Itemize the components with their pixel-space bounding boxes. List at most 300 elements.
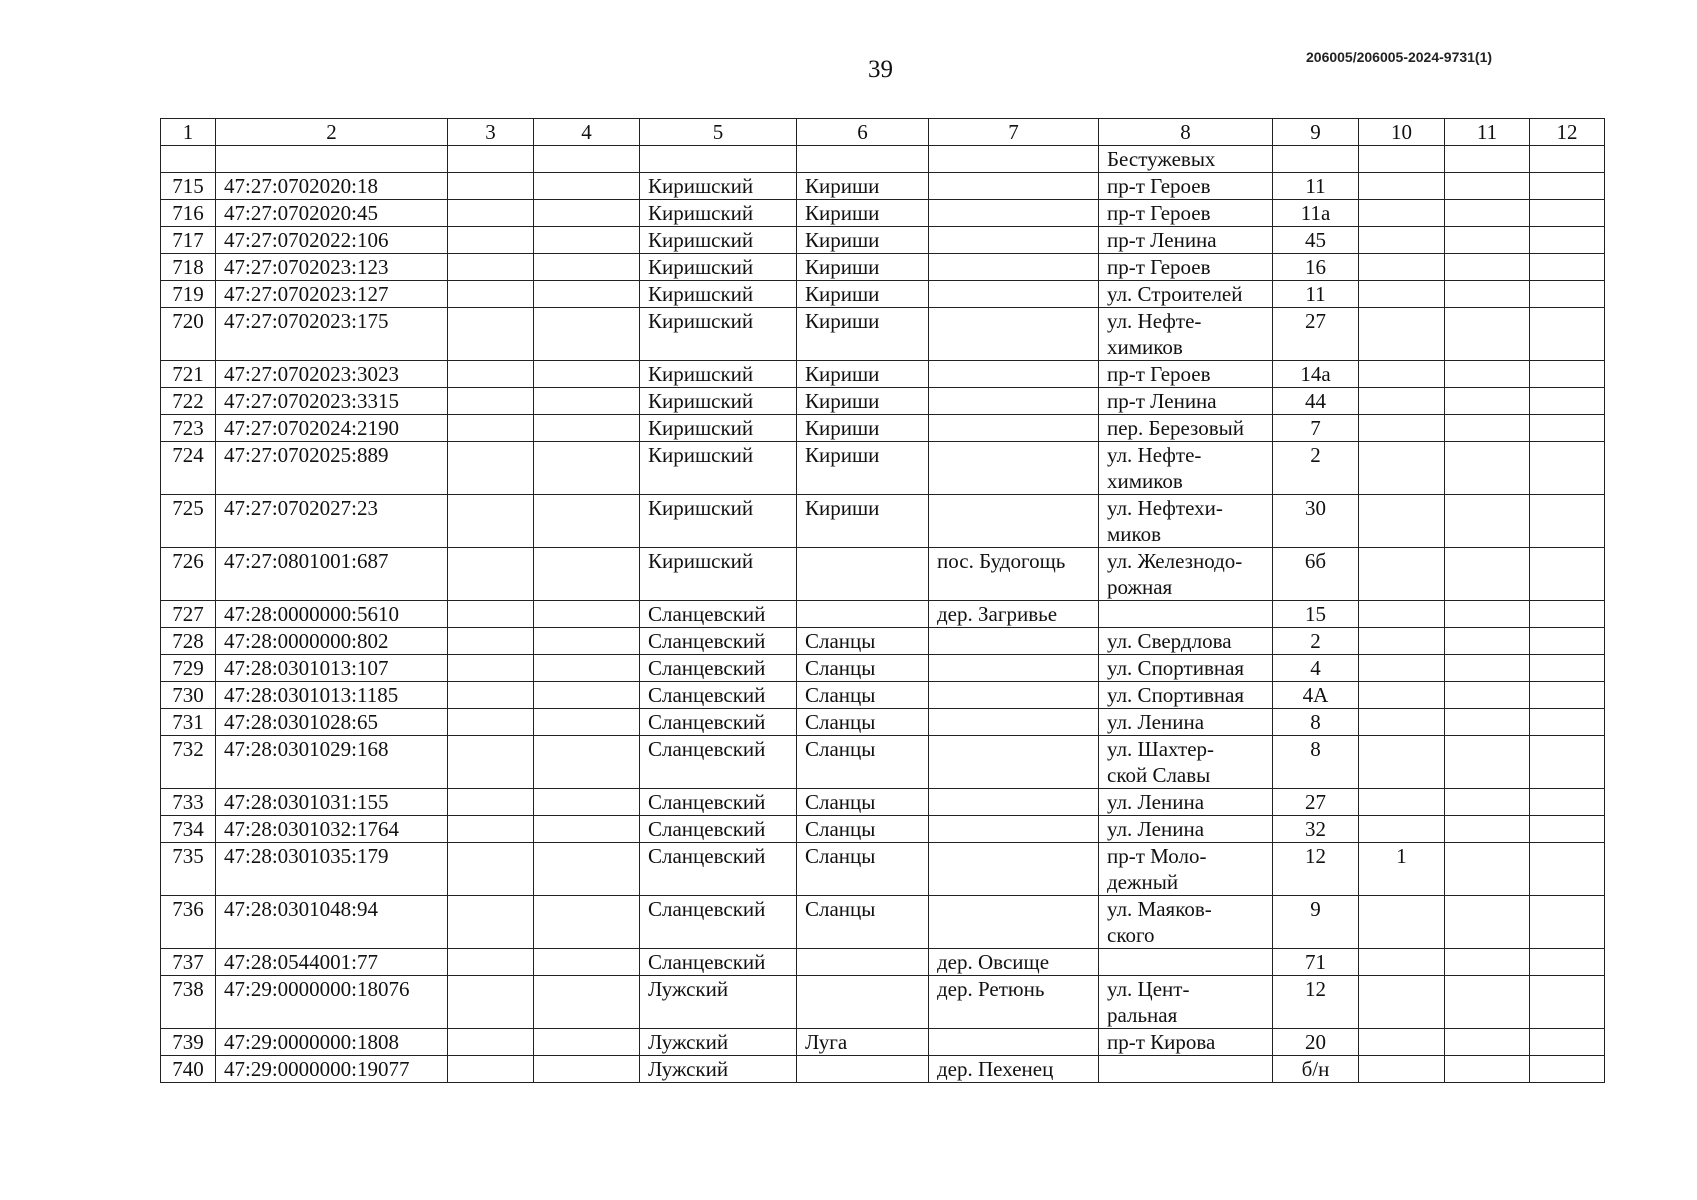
district-cell: Киришский bbox=[640, 442, 797, 495]
house-number-cell: 12 bbox=[1273, 843, 1359, 896]
district-cell: Киришский bbox=[640, 227, 797, 254]
column-3-cell bbox=[448, 1029, 534, 1056]
column-12-cell bbox=[1530, 415, 1605, 442]
column-3-cell bbox=[448, 442, 534, 495]
city-cell: Кириши bbox=[797, 361, 929, 388]
settlement-cell bbox=[929, 736, 1099, 789]
street-cell: пр-т Героев bbox=[1099, 361, 1273, 388]
column-12-cell bbox=[1530, 227, 1605, 254]
city-cell: Сланцы bbox=[797, 816, 929, 843]
district-cell: Киришский bbox=[640, 415, 797, 442]
settlement-cell bbox=[929, 789, 1099, 816]
house-number-cell: 27 bbox=[1273, 308, 1359, 361]
column-header: 10 bbox=[1359, 119, 1445, 146]
district-cell: Киришский bbox=[640, 495, 797, 548]
column-10-cell bbox=[1359, 1029, 1445, 1056]
column-3-cell bbox=[448, 655, 534, 682]
cadastral-number-cell: 47:28:0000000:802 bbox=[216, 628, 448, 655]
settlement-cell bbox=[929, 655, 1099, 682]
column-3-cell bbox=[448, 628, 534, 655]
column-4-cell bbox=[534, 843, 640, 896]
column-3-cell bbox=[448, 736, 534, 789]
column-11-cell bbox=[1445, 361, 1530, 388]
column-11-cell bbox=[1445, 308, 1530, 361]
column-12-cell bbox=[1530, 254, 1605, 281]
row-number-cell: 727 bbox=[161, 601, 216, 628]
column-11-cell bbox=[1445, 146, 1530, 173]
column-4-cell bbox=[534, 896, 640, 949]
column-10-cell bbox=[1359, 254, 1445, 281]
column-header: 3 bbox=[448, 119, 534, 146]
column-3-cell bbox=[448, 843, 534, 896]
street-cell: пр-т Ленина bbox=[1099, 388, 1273, 415]
house-number-cell: 12 bbox=[1273, 976, 1359, 1029]
column-3-cell bbox=[448, 601, 534, 628]
street-cell: пр-т Моло- дежный bbox=[1099, 843, 1273, 896]
column-4-cell bbox=[534, 442, 640, 495]
street-cell bbox=[1099, 601, 1273, 628]
cadastral-number-cell: 47:29:0000000:1808 bbox=[216, 1029, 448, 1056]
street-cell: пр-т Ленина bbox=[1099, 227, 1273, 254]
column-3-cell bbox=[448, 949, 534, 976]
district-cell: Киришский bbox=[640, 281, 797, 308]
table-row bbox=[161, 816, 1605, 843]
page-number: 39 bbox=[868, 56, 893, 83]
street-cell: пр-т Героев bbox=[1099, 173, 1273, 200]
column-12-cell bbox=[1530, 200, 1605, 227]
column-10-cell bbox=[1359, 976, 1445, 1029]
table-row bbox=[161, 415, 1605, 442]
district-cell: Киришский bbox=[640, 388, 797, 415]
column-12-cell bbox=[1530, 1029, 1605, 1056]
settlement-cell bbox=[929, 816, 1099, 843]
settlement-cell bbox=[929, 227, 1099, 254]
house-number-cell: 11а bbox=[1273, 200, 1359, 227]
column-11-cell bbox=[1445, 949, 1530, 976]
cadastral-number-cell: 47:27:0702027:23 bbox=[216, 495, 448, 548]
district-cell: Киришский bbox=[640, 173, 797, 200]
table-row bbox=[161, 281, 1605, 308]
table-row bbox=[161, 308, 1605, 361]
column-11-cell bbox=[1445, 415, 1530, 442]
district-cell: Сланцевский bbox=[640, 628, 797, 655]
table-row bbox=[161, 976, 1605, 1029]
street-cell: Бестужевых bbox=[1099, 146, 1273, 173]
table-row bbox=[161, 227, 1605, 254]
table-row bbox=[161, 146, 1605, 173]
city-cell bbox=[797, 949, 929, 976]
settlement-cell bbox=[929, 682, 1099, 709]
house-number-cell: 16 bbox=[1273, 254, 1359, 281]
column-12-cell bbox=[1530, 843, 1605, 896]
table-row bbox=[161, 200, 1605, 227]
column-11-cell bbox=[1445, 442, 1530, 495]
column-3-cell bbox=[448, 254, 534, 281]
district-cell: Киришский bbox=[640, 200, 797, 227]
row-number-cell: 721 bbox=[161, 361, 216, 388]
column-header: 4 bbox=[534, 119, 640, 146]
column-12-cell bbox=[1530, 173, 1605, 200]
column-12-cell bbox=[1530, 709, 1605, 736]
column-12-cell bbox=[1530, 736, 1605, 789]
city-cell: Сланцы bbox=[797, 709, 929, 736]
column-12-cell bbox=[1530, 146, 1605, 173]
column-12-cell bbox=[1530, 308, 1605, 361]
column-10-cell bbox=[1359, 736, 1445, 789]
column-10-cell bbox=[1359, 281, 1445, 308]
settlement-cell: пос. Будогощь bbox=[929, 548, 1099, 601]
house-number-cell: 8 bbox=[1273, 736, 1359, 789]
table-row bbox=[161, 1029, 1605, 1056]
column-11-cell bbox=[1445, 548, 1530, 601]
row-number-cell: 726 bbox=[161, 548, 216, 601]
column-header: 7 bbox=[929, 119, 1099, 146]
street-cell bbox=[1099, 949, 1273, 976]
column-3-cell bbox=[448, 308, 534, 361]
cadastral-number-cell: 47:29:0000000:18076 bbox=[216, 976, 448, 1029]
column-4-cell bbox=[534, 254, 640, 281]
district-cell: Киришский bbox=[640, 308, 797, 361]
cadastral-number-cell bbox=[216, 146, 448, 173]
city-cell: Кириши bbox=[797, 388, 929, 415]
cadastral-number-cell: 47:28:0544001:77 bbox=[216, 949, 448, 976]
district-cell: Сланцевский bbox=[640, 789, 797, 816]
house-number-cell bbox=[1273, 146, 1359, 173]
row-number-cell: 739 bbox=[161, 1029, 216, 1056]
cadastral-number-cell: 47:29:0000000:19077 bbox=[216, 1056, 448, 1083]
cadastral-number-cell: 47:27:0702023:127 bbox=[216, 281, 448, 308]
row-number-cell: 722 bbox=[161, 388, 216, 415]
house-number-cell: 30 bbox=[1273, 495, 1359, 548]
settlement-cell: дер. Овсище bbox=[929, 949, 1099, 976]
row-number-cell: 725 bbox=[161, 495, 216, 548]
row-number-cell: 738 bbox=[161, 976, 216, 1029]
cadastral-number-cell: 47:28:0301013:1185 bbox=[216, 682, 448, 709]
cadastral-number-cell: 47:27:0702022:106 bbox=[216, 227, 448, 254]
settlement-cell bbox=[929, 495, 1099, 548]
district-cell: Киришский bbox=[640, 548, 797, 601]
settlement-cell bbox=[929, 146, 1099, 173]
cadastral-number-cell: 47:27:0702020:45 bbox=[216, 200, 448, 227]
column-12-cell bbox=[1530, 682, 1605, 709]
column-10-cell bbox=[1359, 682, 1445, 709]
column-4-cell bbox=[534, 1029, 640, 1056]
table-row bbox=[161, 548, 1605, 601]
column-3-cell bbox=[448, 896, 534, 949]
column-11-cell bbox=[1445, 200, 1530, 227]
column-4-cell bbox=[534, 548, 640, 601]
column-3-cell bbox=[448, 1056, 534, 1083]
row-number-cell: 723 bbox=[161, 415, 216, 442]
column-3-cell bbox=[448, 682, 534, 709]
settlement-cell bbox=[929, 388, 1099, 415]
street-cell: ул. Спортивная bbox=[1099, 682, 1273, 709]
column-10-cell bbox=[1359, 173, 1445, 200]
column-10-cell bbox=[1359, 442, 1445, 495]
settlement-cell bbox=[929, 200, 1099, 227]
table-row bbox=[161, 173, 1605, 200]
column-12-cell bbox=[1530, 816, 1605, 843]
column-3-cell bbox=[448, 200, 534, 227]
column-12-cell bbox=[1530, 1056, 1605, 1083]
house-number-cell: 14а bbox=[1273, 361, 1359, 388]
column-3-cell bbox=[448, 548, 534, 601]
column-11-cell bbox=[1445, 281, 1530, 308]
house-number-cell: 8 bbox=[1273, 709, 1359, 736]
column-3-cell bbox=[448, 173, 534, 200]
column-12-cell bbox=[1530, 548, 1605, 601]
row-number-cell: 718 bbox=[161, 254, 216, 281]
cadastral-number-cell: 47:27:0702025:889 bbox=[216, 442, 448, 495]
cadastral-number-cell: 47:27:0702020:18 bbox=[216, 173, 448, 200]
row-number-cell: 715 bbox=[161, 173, 216, 200]
column-4-cell bbox=[534, 709, 640, 736]
table-body bbox=[161, 146, 1605, 1083]
street-cell: ул. Шахтер- ской Славы bbox=[1099, 736, 1273, 789]
column-10-cell bbox=[1359, 388, 1445, 415]
column-3-cell bbox=[448, 495, 534, 548]
column-3-cell bbox=[448, 709, 534, 736]
cadastral-number-cell: 47:27:0702023:3023 bbox=[216, 361, 448, 388]
column-10-cell bbox=[1359, 655, 1445, 682]
table-row bbox=[161, 843, 1605, 896]
table-row bbox=[161, 628, 1605, 655]
column-12-cell bbox=[1530, 976, 1605, 1029]
column-12-cell bbox=[1530, 789, 1605, 816]
row-number-cell: 731 bbox=[161, 709, 216, 736]
row-number-cell: 733 bbox=[161, 789, 216, 816]
column-3-cell bbox=[448, 976, 534, 1029]
street-cell: пр-т Кирова bbox=[1099, 1029, 1273, 1056]
table-row bbox=[161, 495, 1605, 548]
street-cell: ул. Цент- ральная bbox=[1099, 976, 1273, 1029]
column-10-cell bbox=[1359, 361, 1445, 388]
district-cell: Лужский bbox=[640, 1056, 797, 1083]
house-number-cell: 71 bbox=[1273, 949, 1359, 976]
street-cell: ул. Нефте- химиков bbox=[1099, 308, 1273, 361]
column-10-cell bbox=[1359, 548, 1445, 601]
street-cell: ул. Свердлова bbox=[1099, 628, 1273, 655]
row-number-cell: 734 bbox=[161, 816, 216, 843]
city-cell: Сланцы bbox=[797, 843, 929, 896]
row-number-cell: 735 bbox=[161, 843, 216, 896]
column-10-cell bbox=[1359, 949, 1445, 976]
street-cell: ул. Спортивная bbox=[1099, 655, 1273, 682]
column-4-cell bbox=[534, 1056, 640, 1083]
street-cell: ул. Нефте- химиков bbox=[1099, 442, 1273, 495]
district-cell: Лужский bbox=[640, 976, 797, 1029]
street-cell: пр-т Героев bbox=[1099, 254, 1273, 281]
column-12-cell bbox=[1530, 442, 1605, 495]
street-cell: ул. Ленина bbox=[1099, 816, 1273, 843]
column-header: 1 bbox=[161, 119, 216, 146]
house-number-cell: 45 bbox=[1273, 227, 1359, 254]
house-number-cell: 9 bbox=[1273, 896, 1359, 949]
column-header: 5 bbox=[640, 119, 797, 146]
settlement-cell: дер. Ретюнь bbox=[929, 976, 1099, 1029]
city-cell: Кириши bbox=[797, 173, 929, 200]
column-3-cell bbox=[448, 361, 534, 388]
column-header: 8 bbox=[1099, 119, 1273, 146]
settlement-cell bbox=[929, 254, 1099, 281]
column-4-cell bbox=[534, 789, 640, 816]
cadastral-number-cell: 47:28:0301032:1764 bbox=[216, 816, 448, 843]
street-cell: ул. Маяков- ского bbox=[1099, 896, 1273, 949]
table-row bbox=[161, 442, 1605, 495]
column-12-cell bbox=[1530, 896, 1605, 949]
column-4-cell bbox=[534, 227, 640, 254]
column-3-cell bbox=[448, 281, 534, 308]
city-cell bbox=[797, 146, 929, 173]
column-11-cell bbox=[1445, 227, 1530, 254]
column-4-cell bbox=[534, 736, 640, 789]
settlement-cell bbox=[929, 281, 1099, 308]
registry-table bbox=[160, 118, 1605, 1083]
city-cell: Сланцы bbox=[797, 655, 929, 682]
cadastral-number-cell: 47:28:0301035:179 bbox=[216, 843, 448, 896]
table-row bbox=[161, 254, 1605, 281]
column-11-cell bbox=[1445, 789, 1530, 816]
city-cell: Кириши bbox=[797, 415, 929, 442]
city-cell: Кириши bbox=[797, 200, 929, 227]
column-10-cell bbox=[1359, 495, 1445, 548]
column-3-cell bbox=[448, 388, 534, 415]
column-11-cell bbox=[1445, 628, 1530, 655]
column-10-cell bbox=[1359, 200, 1445, 227]
cadastral-number-cell: 47:27:0702024:2190 bbox=[216, 415, 448, 442]
table-row bbox=[161, 949, 1605, 976]
cadastral-number-cell: 47:28:0301031:155 bbox=[216, 789, 448, 816]
district-cell: Сланцевский bbox=[640, 843, 797, 896]
column-4-cell bbox=[534, 976, 640, 1029]
column-11-cell bbox=[1445, 816, 1530, 843]
row-number-cell: 732 bbox=[161, 736, 216, 789]
settlement-cell: дер. Пехенец bbox=[929, 1056, 1099, 1083]
street-cell: ул. Ленина bbox=[1099, 709, 1273, 736]
table-row bbox=[161, 736, 1605, 789]
city-cell: Сланцы bbox=[797, 628, 929, 655]
column-11-cell bbox=[1445, 388, 1530, 415]
column-4-cell bbox=[534, 146, 640, 173]
row-number-cell: 729 bbox=[161, 655, 216, 682]
city-cell: Сланцы bbox=[797, 896, 929, 949]
settlement-cell bbox=[929, 896, 1099, 949]
cadastral-number-cell: 47:27:0702023:3315 bbox=[216, 388, 448, 415]
city-cell: Луга bbox=[797, 1029, 929, 1056]
column-10-cell bbox=[1359, 227, 1445, 254]
district-cell: Сланцевский bbox=[640, 896, 797, 949]
column-header: 6 bbox=[797, 119, 929, 146]
column-10-cell bbox=[1359, 789, 1445, 816]
column-10-cell bbox=[1359, 628, 1445, 655]
column-12-cell bbox=[1530, 628, 1605, 655]
house-number-cell: 11 bbox=[1273, 281, 1359, 308]
column-11-cell bbox=[1445, 655, 1530, 682]
column-3-cell bbox=[448, 789, 534, 816]
table-row bbox=[161, 709, 1605, 736]
row-number-cell: 716 bbox=[161, 200, 216, 227]
column-3-cell bbox=[448, 227, 534, 254]
column-4-cell bbox=[534, 200, 640, 227]
column-header: 12 bbox=[1530, 119, 1605, 146]
column-11-cell bbox=[1445, 1029, 1530, 1056]
column-4-cell bbox=[534, 173, 640, 200]
house-number-cell: 2 bbox=[1273, 628, 1359, 655]
city-cell: Кириши bbox=[797, 495, 929, 548]
street-cell bbox=[1099, 1056, 1273, 1083]
row-number-cell: 737 bbox=[161, 949, 216, 976]
column-11-cell bbox=[1445, 682, 1530, 709]
row-number-cell bbox=[161, 146, 216, 173]
district-cell: Сланцевский bbox=[640, 709, 797, 736]
street-cell: пр-т Героев bbox=[1099, 200, 1273, 227]
street-cell: ул. Железнодо- рожная bbox=[1099, 548, 1273, 601]
column-11-cell bbox=[1445, 1056, 1530, 1083]
settlement-cell: дер. Загривье bbox=[929, 601, 1099, 628]
column-11-cell bbox=[1445, 173, 1530, 200]
document-id: 206005/206005-2024-9731(1) bbox=[1306, 49, 1493, 65]
row-number-cell: 720 bbox=[161, 308, 216, 361]
column-11-cell bbox=[1445, 976, 1530, 1029]
cadastral-number-cell: 47:28:0000000:5610 bbox=[216, 601, 448, 628]
column-12-cell bbox=[1530, 388, 1605, 415]
column-4-cell bbox=[534, 388, 640, 415]
column-10-cell bbox=[1359, 308, 1445, 361]
house-number-cell: 27 bbox=[1273, 789, 1359, 816]
house-number-cell: 4А bbox=[1273, 682, 1359, 709]
house-number-cell: 6б bbox=[1273, 548, 1359, 601]
row-number-cell: 736 bbox=[161, 896, 216, 949]
settlement-cell bbox=[929, 361, 1099, 388]
house-number-cell: 11 bbox=[1273, 173, 1359, 200]
district-cell: Сланцевский bbox=[640, 655, 797, 682]
table-row bbox=[161, 361, 1605, 388]
city-cell bbox=[797, 601, 929, 628]
row-number-cell: 730 bbox=[161, 682, 216, 709]
row-number-cell: 719 bbox=[161, 281, 216, 308]
district-cell: Киришский bbox=[640, 254, 797, 281]
column-11-cell bbox=[1445, 709, 1530, 736]
column-11-cell bbox=[1445, 601, 1530, 628]
city-cell: Кириши bbox=[797, 227, 929, 254]
settlement-cell bbox=[929, 628, 1099, 655]
settlement-cell bbox=[929, 415, 1099, 442]
column-3-cell bbox=[448, 816, 534, 843]
city-cell: Кириши bbox=[797, 308, 929, 361]
column-header: 11 bbox=[1445, 119, 1530, 146]
house-number-cell: 20 bbox=[1273, 1029, 1359, 1056]
column-3-cell bbox=[448, 146, 534, 173]
column-10-cell bbox=[1359, 146, 1445, 173]
column-12-cell bbox=[1530, 281, 1605, 308]
district-cell: Сланцевский bbox=[640, 816, 797, 843]
house-number-cell: б/н bbox=[1273, 1056, 1359, 1083]
city-cell: Сланцы bbox=[797, 789, 929, 816]
house-number-cell: 4 bbox=[1273, 655, 1359, 682]
district-cell: Сланцевский bbox=[640, 949, 797, 976]
city-cell bbox=[797, 548, 929, 601]
district-cell: Сланцевский bbox=[640, 682, 797, 709]
column-12-cell bbox=[1530, 949, 1605, 976]
district-cell: Сланцевский bbox=[640, 601, 797, 628]
house-number-cell: 44 bbox=[1273, 388, 1359, 415]
cadastral-number-cell: 47:27:0702023:175 bbox=[216, 308, 448, 361]
settlement-cell bbox=[929, 442, 1099, 495]
column-4-cell bbox=[534, 816, 640, 843]
district-cell: Киришский bbox=[640, 361, 797, 388]
table-row bbox=[161, 682, 1605, 709]
house-number-cell: 32 bbox=[1273, 816, 1359, 843]
